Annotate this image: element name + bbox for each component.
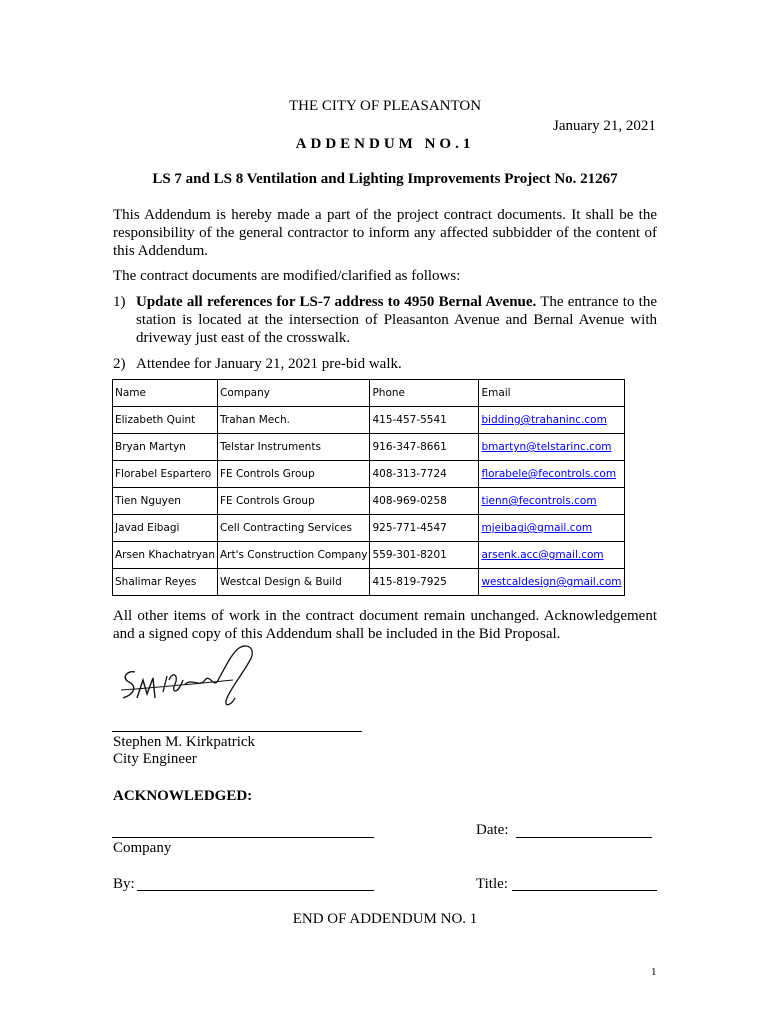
table-row <box>113 461 625 488</box>
email-link[interactable]: arsenk.acc@gmail.com <box>479 542 624 569</box>
list-item <box>113 355 657 373</box>
signature-line <box>112 731 362 732</box>
cell-phone: 408-969-0258 <box>370 488 479 515</box>
title-label: Title: <box>476 876 508 892</box>
table-row <box>113 488 625 515</box>
cell-phone: 415-457-5541 <box>370 407 479 434</box>
closing-paragraph: All other items of work in the contract document remain unchanged. Acknowledgement and a signed copy of this Addendum shall be included in the Bid Proposal. <box>113 608 657 642</box>
modified-paragraph: The contract documents are modified/clarified as follows: <box>113 268 461 284</box>
cell-company: Telstar Instruments <box>218 434 370 461</box>
cell-phone: 408-313-7724 <box>370 461 479 488</box>
cell-company: Cell Contracting Services <box>218 515 370 542</box>
addendum-title: ADDENDUM NO.1 <box>295 136 475 152</box>
cell-company: Art's Construction Company <box>218 542 370 569</box>
cell-company: FE Controls Group <box>218 461 370 488</box>
table-header-row <box>113 380 625 407</box>
date-label: Date: <box>476 822 509 838</box>
list-item-text: The entrance to the station is located at the intersection of Pleasanton Avenue and Bernal Avenue with driveway just east of the crosswalk. <box>136 294 657 346</box>
by-label: By: <box>113 876 135 892</box>
cell-phone: 559-301-8201 <box>370 542 479 569</box>
header-company: Company <box>218 380 370 407</box>
email-link[interactable]: bmartyn@telstarinc.com <box>479 434 624 461</box>
title-line <box>512 890 657 891</box>
document-date: January 21, 2021 <box>553 118 656 134</box>
attendee-table <box>112 379 625 596</box>
cell-name: Shalimar Reyes <box>113 569 218 596</box>
cell-company: Trahan Mech. <box>218 407 370 434</box>
signer-title: City Engineer <box>113 751 197 767</box>
cell-name: Bryan Martyn <box>113 434 218 461</box>
list-item-number: 2) <box>113 356 126 372</box>
intro-paragraph: This Addendum is hereby made a part of the project contract documents. It shall be the responsibility of the general contractor to inform any affected subbidder of the content of this Addendum. <box>113 207 657 259</box>
cell-phone: 916-347-8661 <box>370 434 479 461</box>
header-email: Email <box>479 380 624 407</box>
cell-name: Tien Nguyen <box>113 488 218 515</box>
email-link[interactable]: westcaldesign@gmail.com <box>479 569 624 596</box>
list-item <box>113 293 657 347</box>
handwritten-signature <box>113 640 273 715</box>
list-item-text: Attendee for January 21, 2021 pre-bid walk. <box>136 356 402 372</box>
email-link[interactable]: tienn@fecontrols.com <box>479 488 624 515</box>
company-label: Company <box>113 840 172 856</box>
header-name: Name <box>113 380 218 407</box>
email-link[interactable]: florabele@fecontrols.com <box>479 461 624 488</box>
table-row <box>113 434 625 461</box>
cell-name: Florabel Espartero <box>113 461 218 488</box>
list-item-number: 1) <box>113 294 126 310</box>
header-phone: Phone <box>370 380 479 407</box>
table-row <box>113 569 625 596</box>
cell-company: FE Controls Group <box>218 488 370 515</box>
cell-phone: 925-771-4547 <box>370 515 479 542</box>
cell-phone: 415-819-7925 <box>370 569 479 596</box>
end-of-addendum: END OF ADDENDUM NO. 1 <box>292 911 478 927</box>
signer-name: Stephen M. Kirkpatrick <box>113 734 256 750</box>
project-title: LS 7 and LS 8 Ventilation and Lighting Improvements Project No. 21267 <box>152 171 618 187</box>
cell-name: Arsen Khachatryan <box>113 542 218 569</box>
cell-name: Elizabeth Quint <box>113 407 218 434</box>
date-line <box>516 837 652 838</box>
city-name: THE CITY OF PLEASANTON <box>288 98 482 114</box>
table-row <box>113 407 625 434</box>
page-number: 1 <box>651 966 657 978</box>
acknowledged-heading: ACKNOWLEDGED: <box>113 788 253 804</box>
company-signature-line <box>112 837 374 838</box>
table-row <box>113 542 625 569</box>
email-link[interactable]: mjeibagi@gmail.com <box>479 515 624 542</box>
by-line <box>137 890 374 891</box>
table-row <box>113 515 625 542</box>
cell-name: Javad Eibagi <box>113 515 218 542</box>
cell-company: Westcal Design & Build <box>218 569 370 596</box>
email-link[interactable]: bidding@trahaninc.com <box>479 407 624 434</box>
list-item-bold-text: Update all references for LS-7 address to 4950 Bernal Avenue. <box>136 294 537 310</box>
